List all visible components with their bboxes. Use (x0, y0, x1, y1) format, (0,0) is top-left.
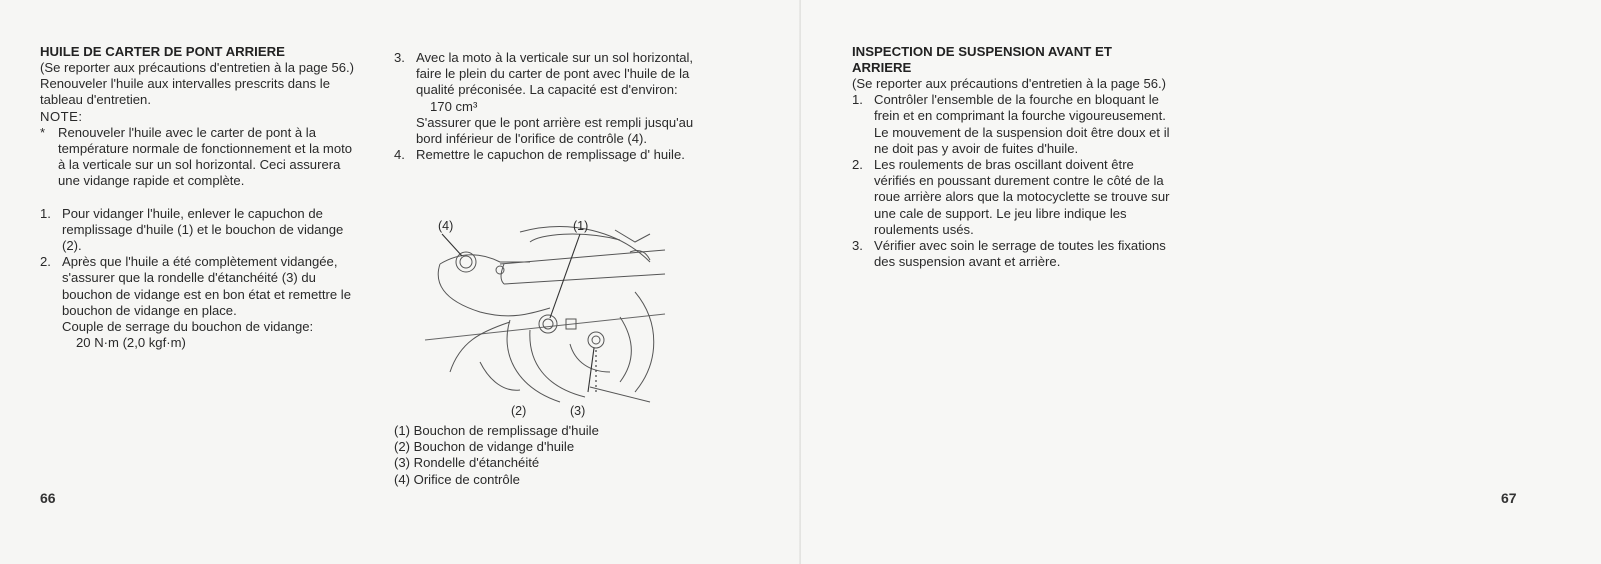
legend-item: (4) Orifice de contrôle (394, 471, 520, 487)
step-number: 2. (852, 157, 863, 173)
step-text: Vérifier avec soin le serrage de toutes les fixations des suspension avant et arrière. (874, 238, 1166, 270)
step-text: Les roulements de bras oscillant doivent être vérifiés en poussant durement contre le côté de la roue arrière alors que la motocyclette se trouve sur une cale de support. Le jeu libre indique les roulements usés. (874, 157, 1170, 237)
list-item (40, 206, 362, 255)
section-title-rear-gear-oil: HUILE DE CARTER DE PONT ARRIERE (40, 44, 285, 59)
step-text: Pour vidanger l'huile, enlever le capuchon de remplissage d'huile (1) et le bouchon de vidange (2). (62, 205, 344, 254)
fill-steps-list (394, 50, 712, 99)
left-page (0, 0, 800, 564)
step-number: 1. (852, 92, 863, 108)
step-text: Contrôler l'ensemble de la fourche en bloquant le frein et en comprimant la fourche vigoureusement. Le mouvement de la suspension doit être doux et il ne doit pas y avoir de fuites d'huile. (874, 92, 1170, 156)
page-number-right: 67 (1501, 490, 1517, 506)
torque-label: Couple de serrage du bouchon de vidange: (62, 319, 314, 335)
note-label: NOTE: (40, 108, 83, 124)
list-item (852, 238, 1172, 270)
left-column-2 (394, 50, 712, 163)
cap-steps-list (394, 147, 712, 163)
bullet-marker: * (40, 124, 46, 140)
page-number-left: 66 (40, 490, 56, 506)
step-text: Avec la moto à la verticale sur un sol horizontal, faire le plein du carter de pont avec l'huile de la qualité préconisée. La capacité est d'environ: (416, 50, 694, 98)
callout-3: (3) (570, 404, 586, 418)
list-item (394, 50, 712, 99)
callout-1: (1) (573, 219, 589, 233)
note-list (40, 125, 362, 190)
step-text: Remettre le capuchon de remplissage d' huile. (416, 147, 685, 163)
note-text: Renouveler l'huile avec le carter de pont à la température normale de fonctionnement et la moto à la verticale sur un sol horizontal. Ceci assurera une vidange rapide et complète. (58, 124, 353, 189)
capacity-value: 170 cm³ (430, 98, 478, 114)
final-drive-illustration (420, 222, 670, 414)
step-number: 3. (852, 238, 863, 254)
check-text: S'assurer que le pont arrière est rempli jusqu'au bord inférieur de l'orifice de contrôle (4). (416, 114, 694, 147)
note-item (40, 125, 362, 190)
step-number: 2. (40, 254, 51, 270)
list-item (40, 254, 362, 319)
right-column (852, 44, 1172, 270)
list-item (852, 92, 1172, 157)
list-item (852, 157, 1172, 238)
reference-note: (Se reporter aux précautions d'entretien à la page 56.) (40, 60, 355, 75)
callout-4: (4) (438, 219, 454, 233)
legend-item: (1) Bouchon de remplissage d'huile (394, 423, 599, 438)
drain-steps-list (40, 206, 362, 319)
legend-item: (2) Bouchon de vidange d'huile (394, 439, 575, 455)
callout-2: (2) (511, 404, 527, 418)
step-number: 4. (394, 147, 405, 163)
suspension-steps-list (852, 92, 1172, 270)
step-text: Après que l'huile a été complètement vidangée, s'assurer que la rondelle d'étanchéité (3) du bouchon de vidange est en bon état et remettre le bouchon de vidange en place. (62, 254, 351, 318)
left-column-1 (40, 44, 362, 351)
torque-value: 20 N·m (2,0 kgf·m) (76, 335, 186, 351)
step-number: 1. (40, 205, 51, 221)
list-item (394, 147, 712, 163)
right-page (801, 0, 1601, 564)
intro-paragraph: Renouveler l'huile aux intervalles prescrits dans le tableau d'entretien. (40, 76, 330, 108)
section-title-suspension: INSPECTION DE SUSPENSION AVANT ET ARRIERE (852, 44, 1112, 75)
figure-legend (394, 423, 694, 488)
reference-note: (Se reporter aux précautions d'entretien à la page 56.) (852, 76, 1167, 91)
legend-item: (3) Rondelle d'étanchéité (394, 455, 540, 471)
step-number: 3. (394, 50, 405, 65)
